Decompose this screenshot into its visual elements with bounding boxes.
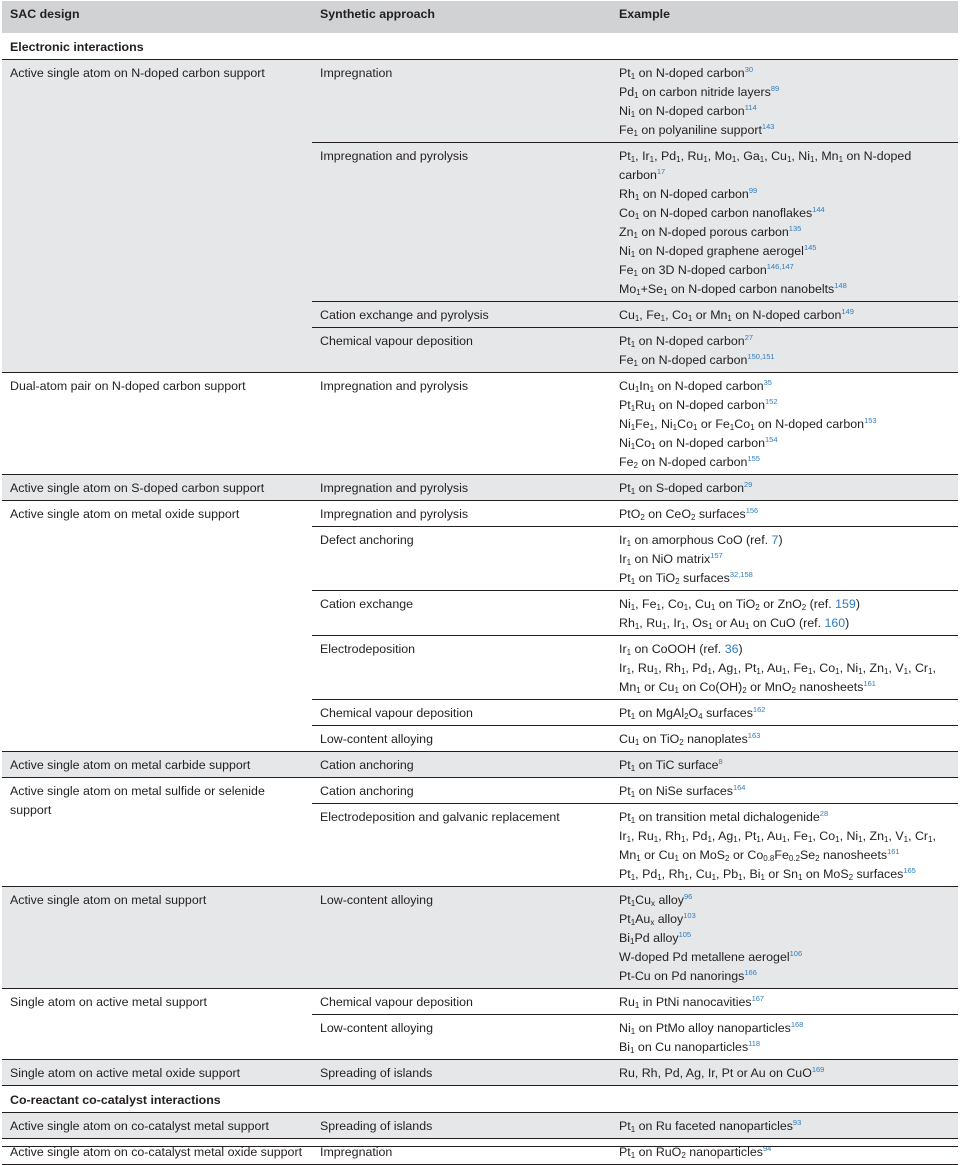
approach-cell: Chemical vapour deposition: [312, 989, 611, 1015]
table-row: [2, 501, 958, 527]
table-row: [2, 989, 958, 1015]
approach-cell: Spreading of islands: [312, 1060, 611, 1086]
table-row: [2, 475, 958, 501]
example-cell: $Cu_1$, $Fe_1$, $Co_1$ or $Mn_1$ on N-doped carbon$^{149}$: [611, 302, 958, 328]
approach-cell: Chemical vapour deposition: [312, 700, 611, 726]
design-cell: Active single atom on metal carbide support: [2, 752, 312, 778]
sac-design-table: [2, 1, 958, 1165]
example-cell: $Ir_1$ on CoOOH (ref. 36) $Ir_1$, $Ru_1$, $Rh_1$, $Pd_1$, $Ag_1$, $Pt_1$, $Au_1$, $Fe_1$, $Co_1$, $Ni_1$, $Zn_1$, $V_1$, $Cr_1$, $Mn_1$ or $Cu_1$ on $Co(OH)_2$ or MnO$_2$ nanosheets$^{161}$: [611, 636, 958, 700]
example-cell: $Pt_1$ on N-doped carbon$^{27}$ $Fe_1$ on N-doped carbon$^{150,151}$: [611, 328, 958, 373]
header-example: Example: [611, 1, 958, 33]
design-cell: Active single atom on metal oxide support: [2, 501, 312, 752]
table-row: [2, 752, 958, 778]
example-cell: $Ni_1$, $Fe_1$, $Co_1$, $Cu_1$ on TiO$_2$ or ZnO$_2$ (ref. 159) $Rh_1$, $Ru_1$, $Ir_1$, $Os_1$ or $Au_1$ on CuO (ref. 160): [611, 591, 958, 636]
section-electronic-interactions: Electronic interactions: [2, 33, 958, 60]
example-cell: $Pt_1$ on $MgAl_2O_4$ surfaces$^{162}$: [611, 700, 958, 726]
example-cell: $Pt_1$ on transition metal dichalogenide$^{28}$ $Ir_1$, $Ru_1$, $Rh_1$, $Pd_1$, $Ag_1$, $Pt_1$, $Au_1$, $Fe_1$, $Co_1$, $Ni_1$, $Zn_1$, $V_1$, $Cr_1$, $Mn_1$ or $Cu_1$ on MoS$_2$ or $Co_{0.8}Fe_{0.2}Se_2$ nanosheets$^{161}$ $Pt_1$, $Pd_1$, $Rh_1$, $Cu_1$, $Pb_1$, $Bi_1$ or $Sn_1$ on MoS$_2$ surfaces$^{165}$: [611, 804, 958, 887]
header-synthetic-approach: Synthetic approach: [312, 1, 611, 33]
approach-cell: Low-content alloying: [312, 1015, 611, 1060]
approach-cell: Impregnation and pyrolysis: [312, 143, 611, 302]
example-cell: $Ni_1$ on PtMo alloy nanoparticles$^{168}$ $Bi_1$ on Cu nanoparticles$^{118}$: [611, 1015, 958, 1060]
approach-cell: Impregnation and pyrolysis: [312, 501, 611, 527]
example-cell: $Pt_1$ on NiSe surfaces$^{164}$: [611, 778, 958, 804]
design-cell: Single atom on active metal oxide support: [2, 1060, 312, 1086]
table-row: [2, 778, 958, 804]
approach-cell: Impregnation: [312, 1139, 611, 1165]
example-cell: $Pt_1$ on Ru faceted nanoparticles$^{93}$: [611, 1113, 958, 1139]
example-cell: $Cu_1$ on TiO$_2$ nanoplates$^{163}$: [611, 726, 958, 752]
approach-cell: Impregnation and pyrolysis: [312, 373, 611, 475]
table-header-row: [2, 1, 958, 33]
approach-cell: Impregnation: [312, 60, 611, 143]
approach-cell: Defect anchoring: [312, 527, 611, 591]
example-cell: $Ru_1$ in PtNi nanocavities$^{167}$: [611, 989, 958, 1015]
design-cell: Active single atom on metal support: [2, 887, 312, 989]
section-row: [2, 1086, 958, 1113]
design-cell: Single atom on active metal support: [2, 989, 312, 1060]
section-row: [2, 33, 958, 60]
table-row: [2, 1060, 958, 1086]
approach-cell: Cation exchange: [312, 591, 611, 636]
example-cell: Ru, Rh, Pd, Ag, Ir, Pt or Au on CuO$^{169}$: [611, 1060, 958, 1086]
example-cell: $Pt_1$, $Ir_1$, $Pd_1$, $Ru_1$, $Mo_1$, $Ga_1$, $Cu_1$, $Ni_1$, $Mn_1$ on N-doped carbon$^{17}$ $Rh_1$ on N-doped carbon$^{99}$ $Co_1$ on N-doped carbon nanoflakes$^{144}$ $Zn_1$ on N-doped porous carbon$^{135}$ $Ni_1$ on N-doped graphene aerogel$^{145}$ $Fe_1$ on 3D N-doped carbon$^{146,147}$ $Mo_1+Se_1$ on N-doped carbon nanobelts$^{148}$: [611, 143, 958, 302]
approach-cell: Electrodeposition and galvanic replacement: [312, 804, 611, 887]
design-cell: Active single atom on S-doped carbon support: [2, 475, 312, 501]
approach-cell: Low-content alloying: [312, 887, 611, 989]
approach-cell: Electrodeposition: [312, 636, 611, 700]
table-row: [2, 60, 958, 143]
example-cell: $Pt_1Cu_x$ alloy$^{96}$ $Pt_1Au_x$ alloy$^{103}$ $Bi_1Pd$ alloy$^{105}$ W-doped Pd metallene aerogel$^{106}$ Pt-Cu on Pd nanorings$^{166}$: [611, 887, 958, 989]
table-row: [2, 1113, 958, 1139]
example-cell: $Ir_1$ on amorphous CoO (ref. 7) $Ir_1$ on NiO matrix$^{157}$ $Pt_1$ on TiO$_2$ surfaces$^{32,158}$: [611, 527, 958, 591]
table-row: [2, 1139, 958, 1165]
example-cell: $Pt_1$ on S-doped carbon$^{29}$: [611, 475, 958, 501]
design-cell: Active single atom on metal sulfide or selenide support: [2, 778, 312, 887]
design-cell: Active single atom on co-catalyst metal oxide support: [2, 1139, 312, 1165]
example-cell: $Pt_1$ on RuO$_2$ nanoparticles$^{94}$: [611, 1139, 958, 1165]
design-cell: Active single atom on N-doped carbon support: [2, 60, 312, 373]
example-cell: $Cu_1In_1$ on N-doped carbon$^{35}$ $Pt_1Ru_1$ on N-doped carbon$^{152}$ $Ni_1Fe_1$, $Ni_1Co_1$ or $Fe_1Co_1$ on N-doped carbon$^{153}$ $Ni_1Co_1$ on N-doped carbon$^{154}$ $Fe_2$ on N-doped carbon$^{155}$: [611, 373, 958, 475]
approach-cell: Impregnation and pyrolysis: [312, 475, 611, 501]
bottom-rule: [2, 1146, 958, 1147]
design-cell: Active single atom on co-catalyst metal support: [2, 1113, 312, 1139]
approach-cell: Cation anchoring: [312, 778, 611, 804]
approach-cell: Chemical vapour deposition: [312, 328, 611, 373]
table-row: [2, 887, 958, 989]
approach-cell: Spreading of islands: [312, 1113, 611, 1139]
table-row: [2, 373, 958, 475]
design-cell: Dual-atom pair on N-doped carbon support: [2, 373, 312, 475]
example-cell: $Pt_1$ on TiC surface$^8$: [611, 752, 958, 778]
example-cell: $Pt_1$ on N-doped carbon$^{30}$ $Pd_1$ on carbon nitride layers$^{89}$ $Ni_1$ on N-doped carbon$^{114}$ $Fe_1$ on polyaniline support$^{143}$: [611, 60, 958, 143]
header-sac-design: SAC design: [2, 1, 312, 33]
example-cell: PtO$_2$ on CeO$_2$ surfaces$^{156}$: [611, 501, 958, 527]
section-coreactant-interactions: Co-reactant co-catalyst interactions: [2, 1086, 958, 1113]
approach-cell: Cation exchange and pyrolysis: [312, 302, 611, 328]
approach-cell: Low-content alloying: [312, 726, 611, 752]
approach-cell: Cation anchoring: [312, 752, 611, 778]
